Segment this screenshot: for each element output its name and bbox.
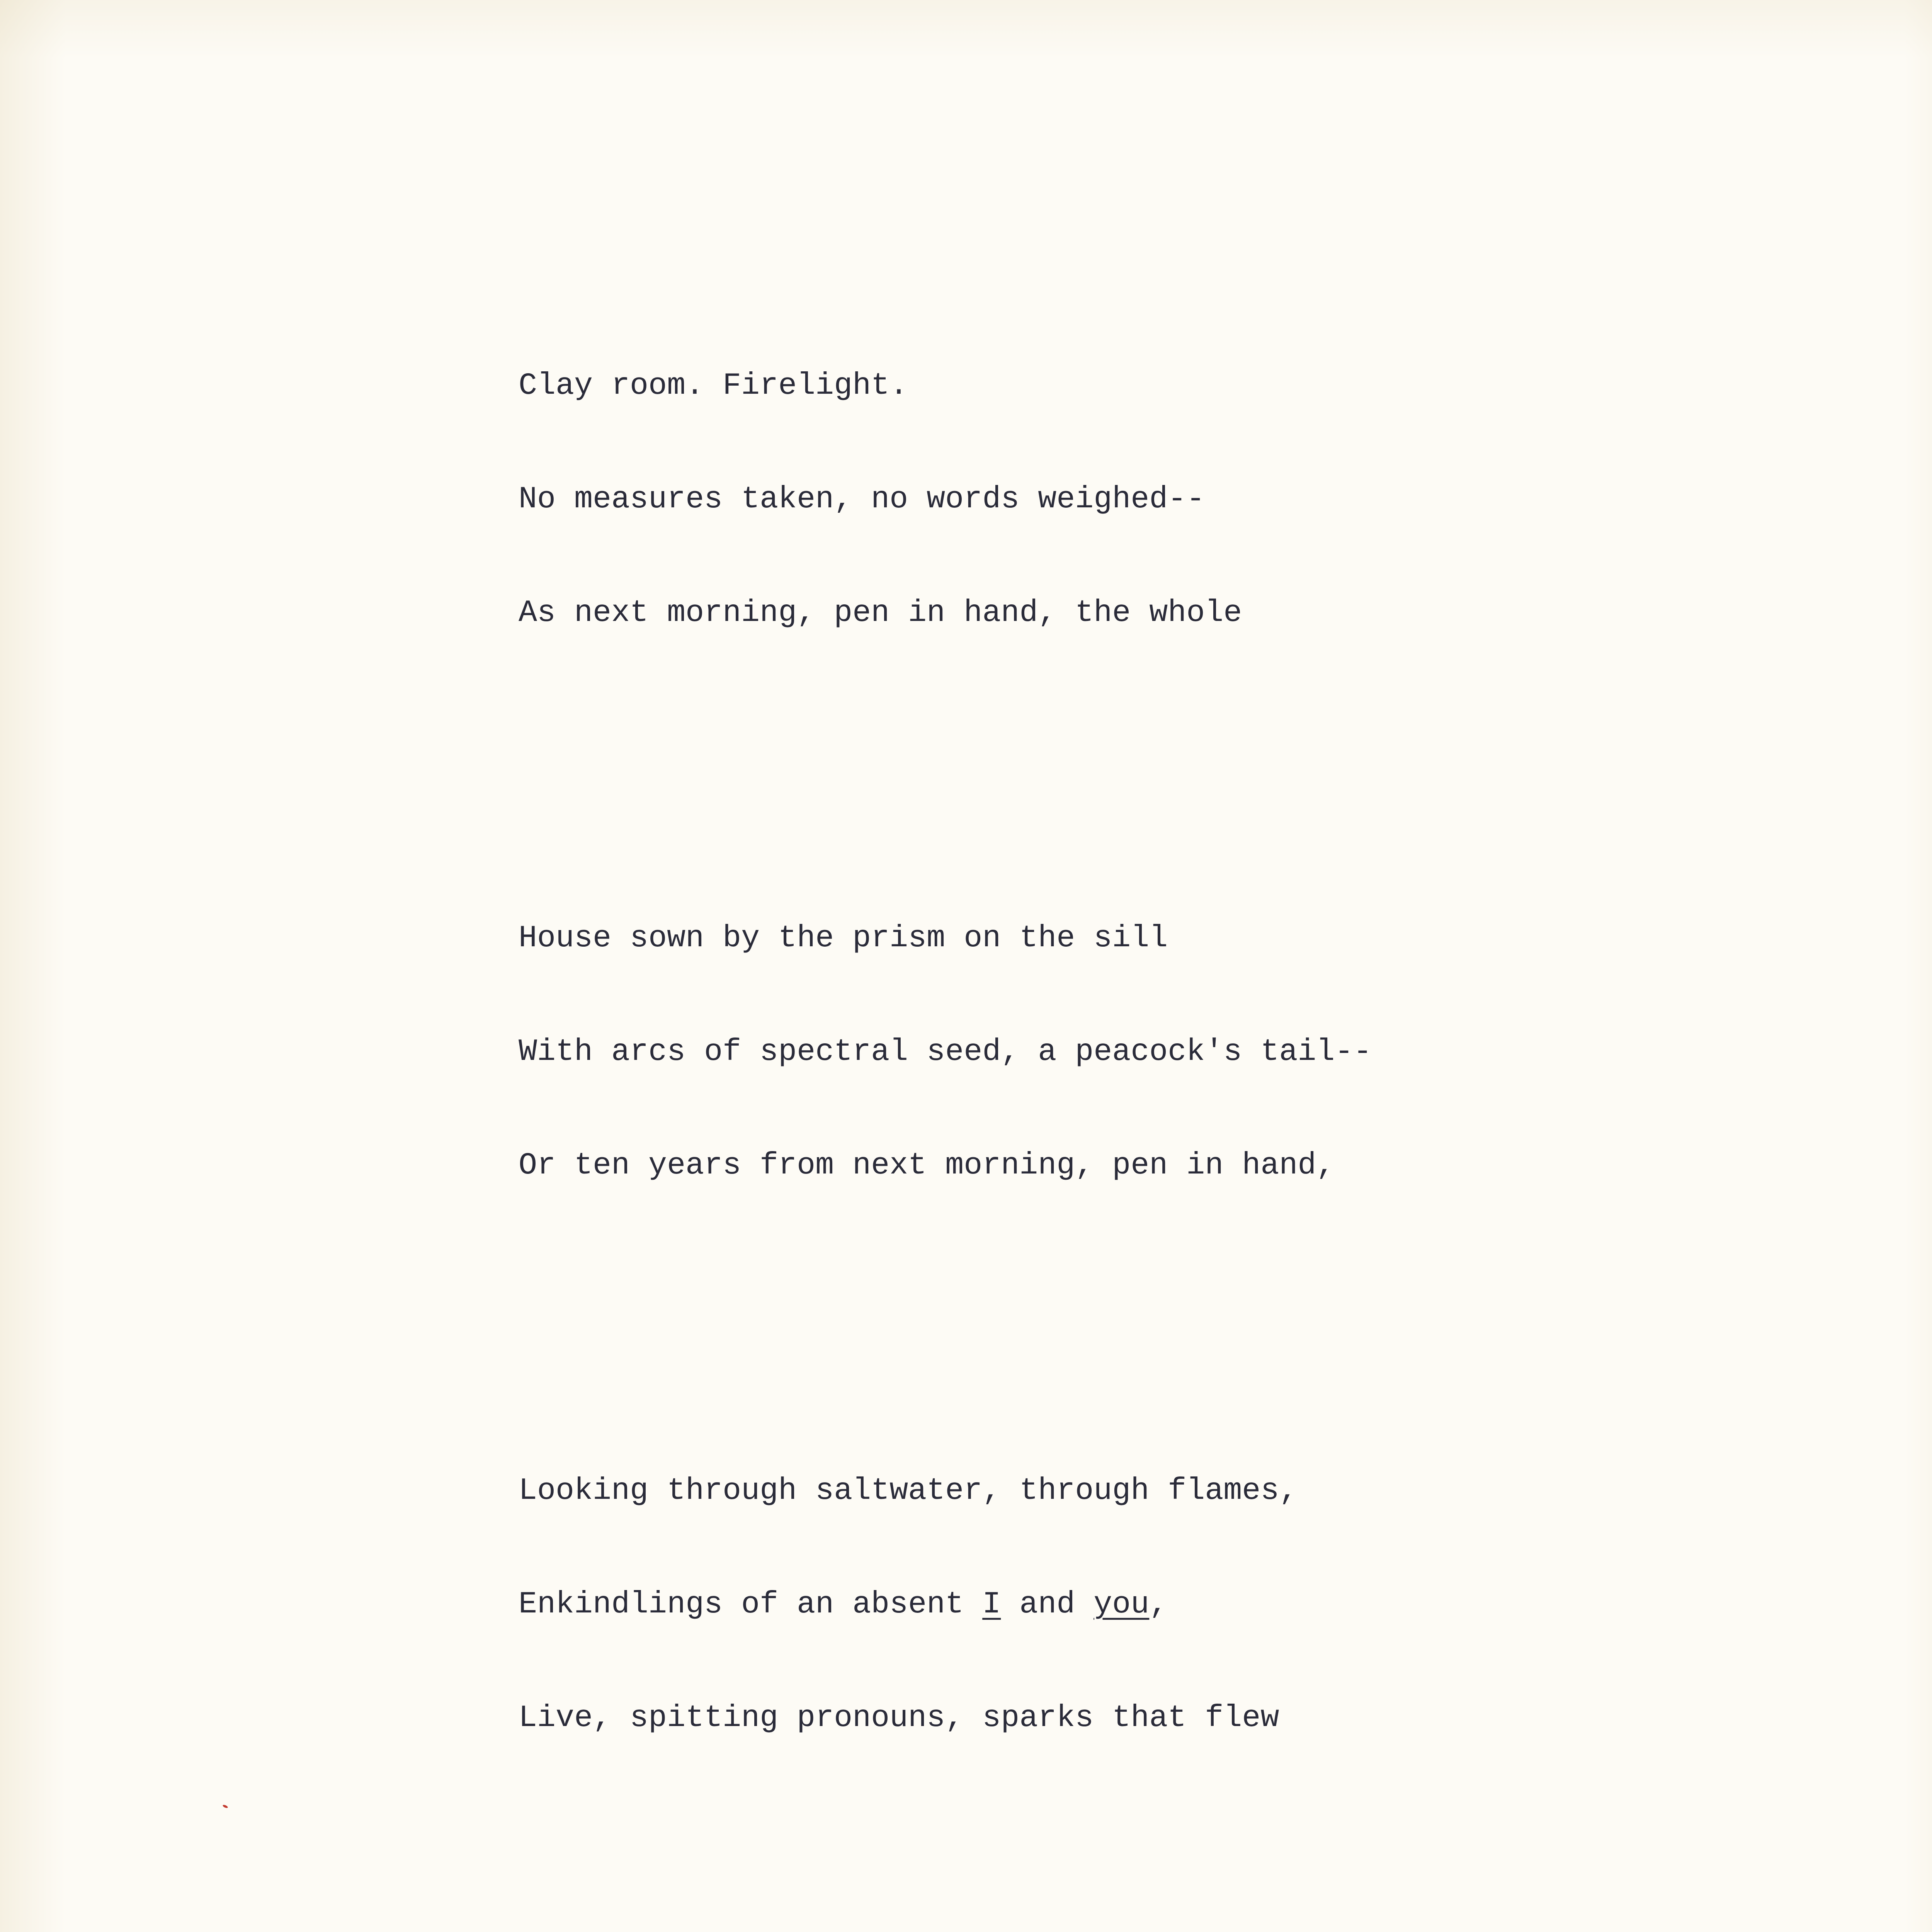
- poem-line: With arcs of spectral seed, a peacock's tail--: [519, 1034, 1372, 1070]
- poem-line: House sown by the prism on the sill: [519, 921, 1168, 956]
- line-segment: ,: [1149, 1587, 1168, 1622]
- poem-line: As next morning, pen in hand, the whole: [519, 595, 1242, 631]
- stanza-3: [519, 1396, 1372, 1813]
- poem-line: No measures taken, no words weighed--: [519, 482, 1205, 517]
- poem-text: [519, 178, 1372, 1932]
- poem-line: Or ten years from next morning, pen in hand,: [519, 1148, 1335, 1183]
- stanza-2: [519, 844, 1372, 1260]
- poem-line: Looking through saltwater, through flames,: [519, 1473, 1298, 1509]
- poem-line: Clay room. Firelight.: [519, 368, 908, 403]
- poem-line: Live, spitting pronouns, sparks that flew: [519, 1701, 1279, 1736]
- underlined-word: you: [1094, 1587, 1150, 1622]
- underlined-word: I: [982, 1587, 1001, 1622]
- line-segment: and: [1001, 1587, 1094, 1622]
- poem-line-with-emphasis: [519, 1586, 1372, 1624]
- stanza-1: [519, 291, 1372, 708]
- ink-speck: [222, 1804, 228, 1808]
- line-segment: Enkindlings of an absent: [519, 1587, 983, 1622]
